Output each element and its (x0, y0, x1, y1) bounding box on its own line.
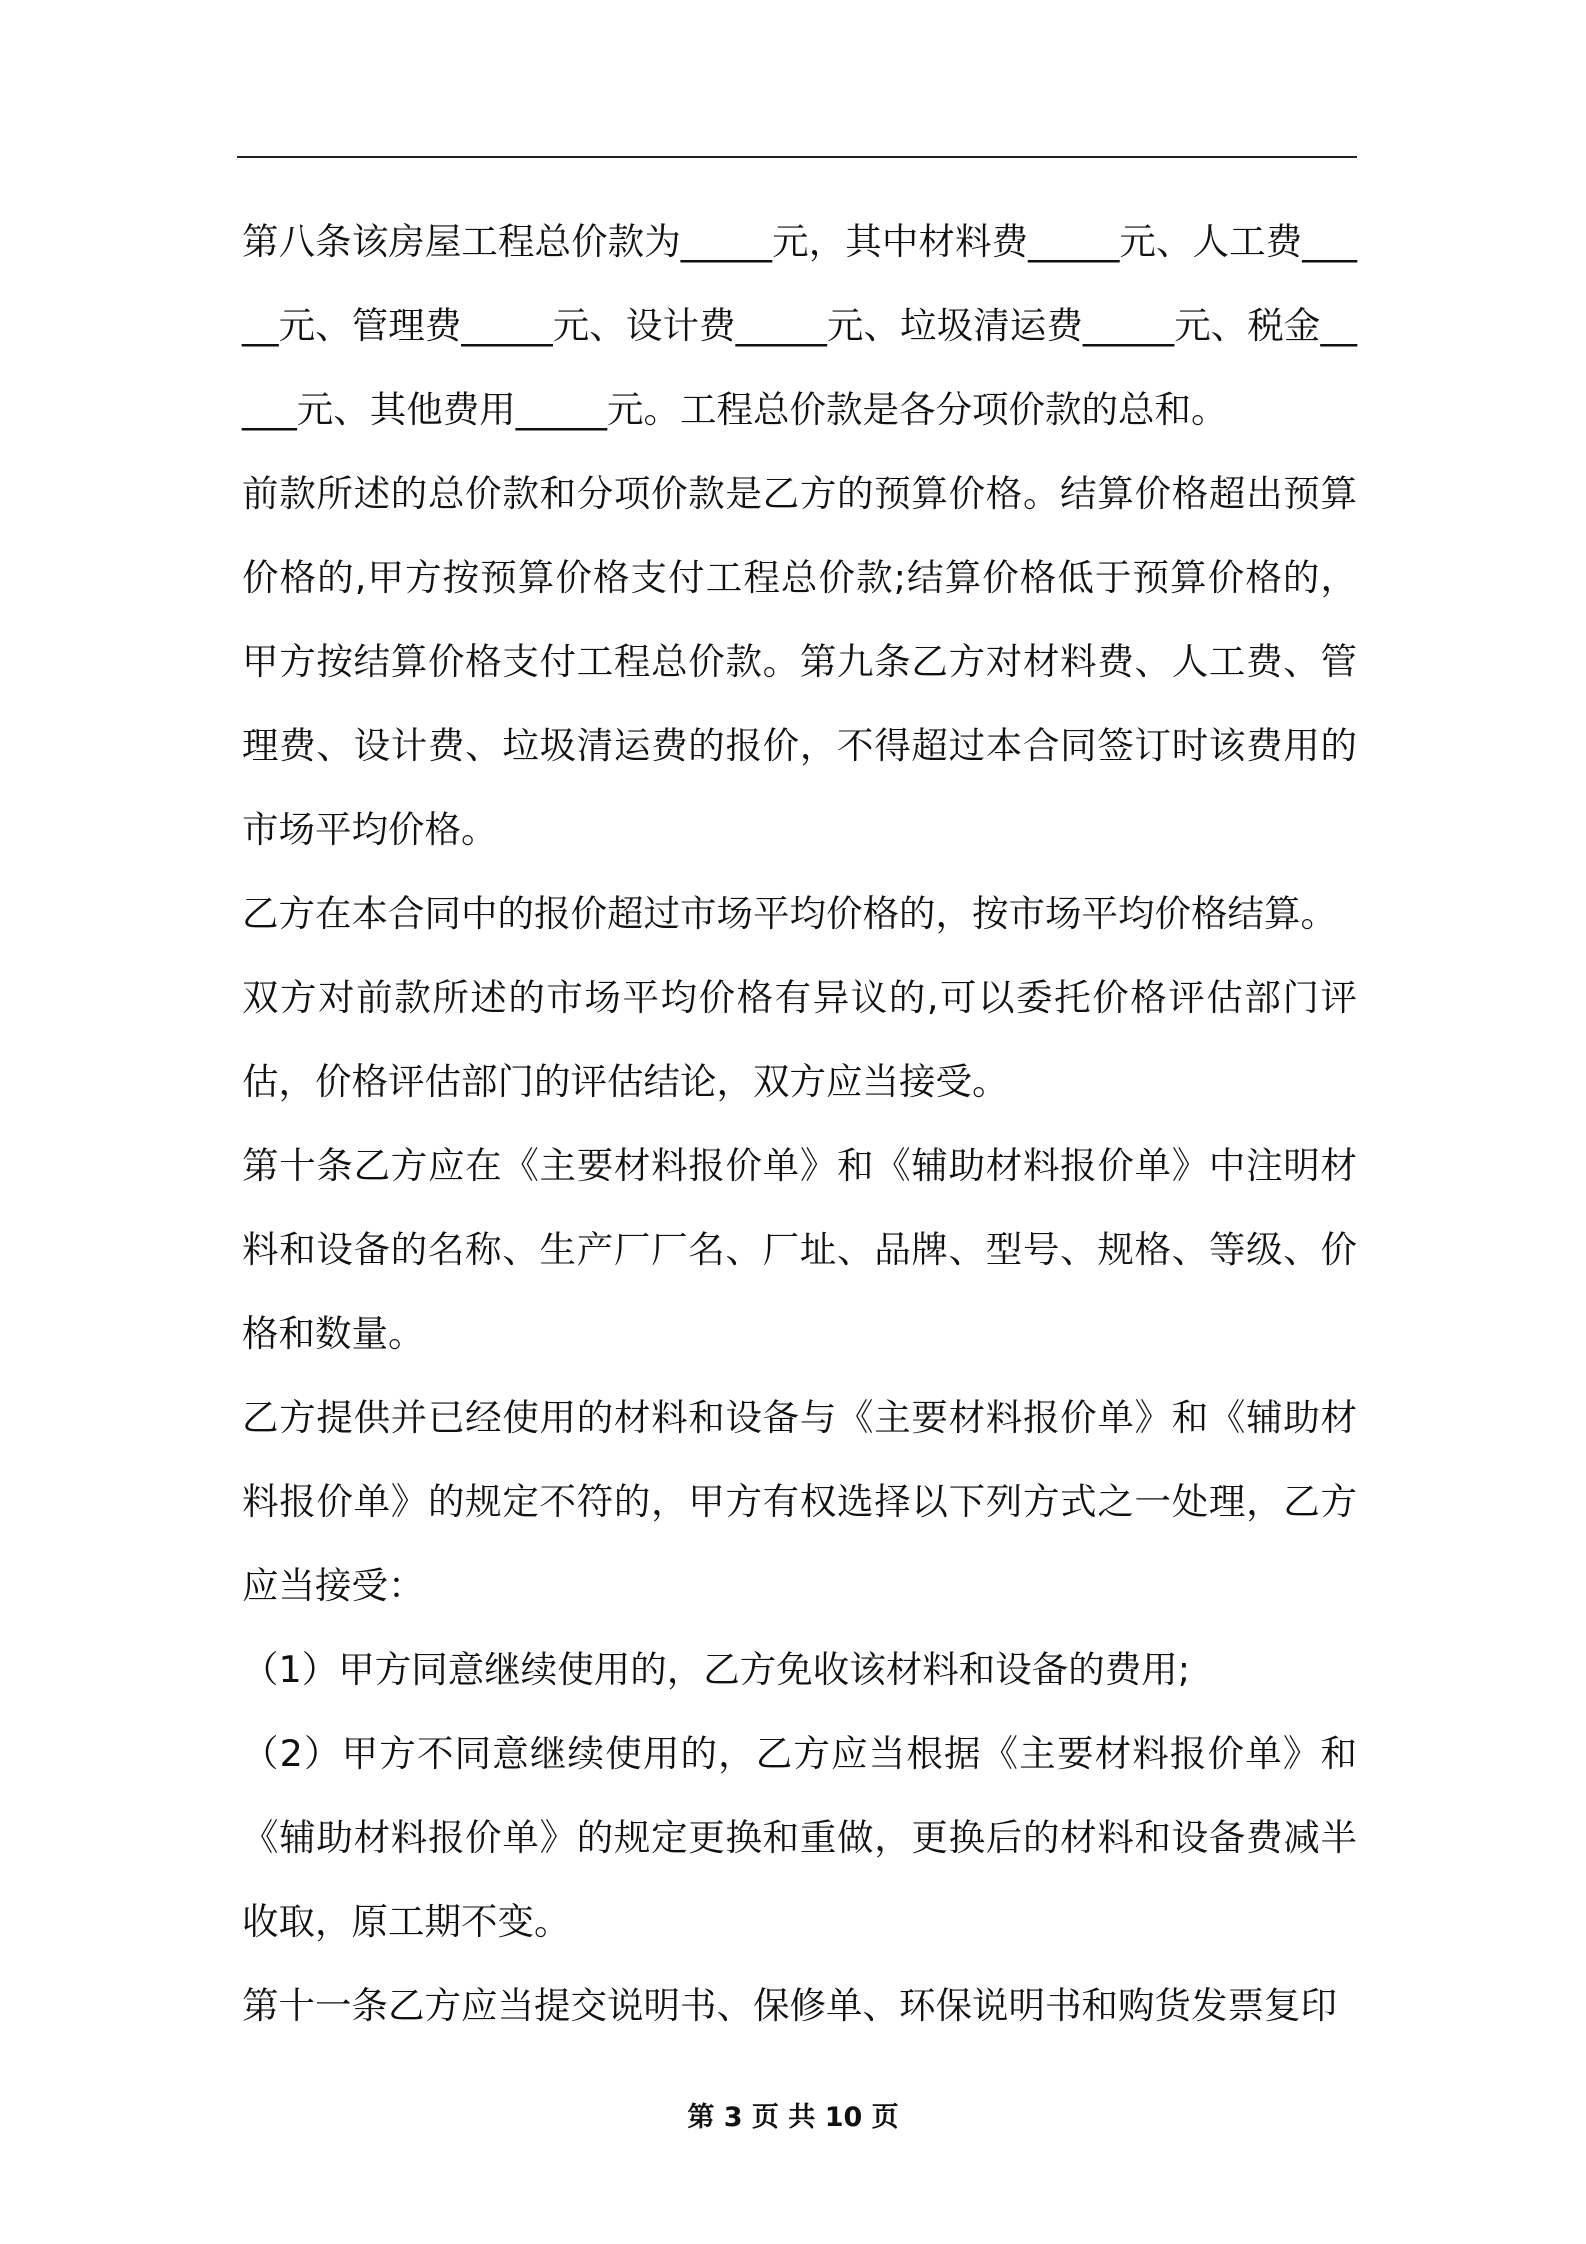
header-rule (237, 156, 1357, 158)
paragraph-budget-price: 前款所述的总价款和分项价款是乙方的预算价格。结算价格超出预算价格的,甲方按预算价格支付工程总价款;结算价格低于预算价格的，甲方按结算价格支付工程总价款。第九条乙方对材料费、人工费、管理费、设计费、垃圾清运费的报价，不得超过本合同签订时该费用的市场平均价格。 (242, 472, 1357, 851)
paragraph-article-11: 第十一条乙方应当提交说明书、保修单、环保说明书和购货发票复印 (242, 1984, 1337, 2027)
paragraph-option-1: （1）甲方同意继续使用的，乙方免收该材料和设备的费用; (242, 1648, 1191, 1691)
page-number: 第 3 页 共 10 页 (687, 2102, 899, 2133)
paragraph-article-10: 第十条乙方应在《主要材料报价单》和《辅助材料报价单》中注明材料和设备的名称、生产厂厂名、厂址、品牌、型号、规格、等级、价格和数量。 (242, 1144, 1357, 1355)
paragraph-nonconforming-materials: 乙方提供并已经使用的材料和设备与《主要材料报价单》和《辅助材料报价单》的规定不符的，甲方有权选择以下列方式之一处理，乙方应当接受： (242, 1396, 1357, 1607)
paragraph-option-2: （2）甲方不同意继续使用的，乙方应当根据《主要材料报价单》和《辅助材料报价单》的规定更换和重做，更换后的材料和设备费减半收取，原工期不变。 (242, 1732, 1357, 1943)
paragraph-article-8: 第八条该房屋工程总价款为_____元，其中材料费_____元、人工费_____元、管理费_____元、设计费_____元、垃圾清运费_____元、税金_____元、其他费用_____元。工程总价款是各分项价款的总和。 (242, 220, 1357, 431)
paragraph-price-dispute: 双方对前款所述的市场平均价格有异议的,可以委托价格评估部门评估，价格评估部门的评估结论，双方应当接受。 (242, 976, 1357, 1103)
paragraph-market-price: 乙方在本合同中的报价超过市场平均价格的，按市场平均价格结算。 (242, 892, 1337, 935)
document-body (242, 200, 1357, 2048)
